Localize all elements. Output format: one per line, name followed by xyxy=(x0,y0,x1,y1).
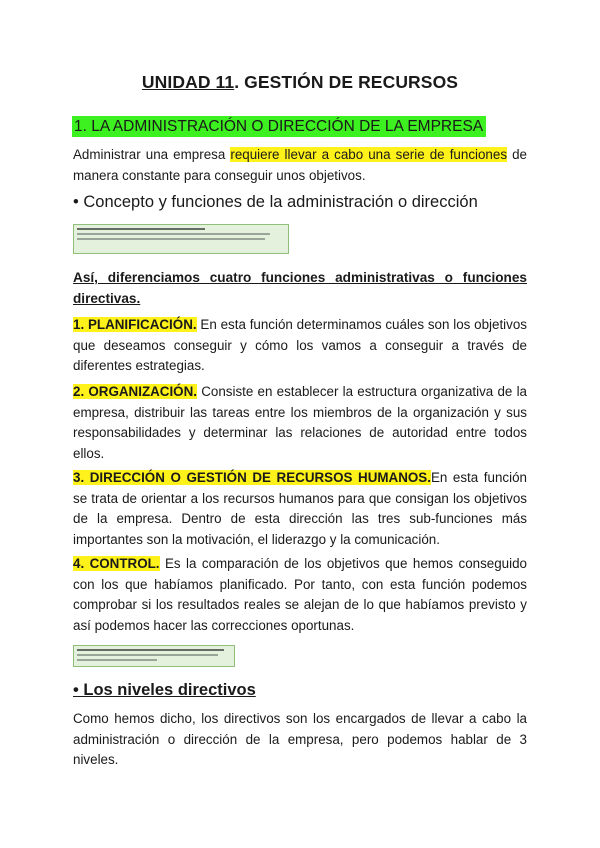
function-label: 4. CONTROL. xyxy=(73,556,160,571)
function-direccion xyxy=(73,468,527,550)
function-label: 2. ORGANIZACIÓN. xyxy=(73,384,197,399)
intro-text-before: Administrar una empresa xyxy=(73,147,231,162)
definition-box-image xyxy=(73,224,289,254)
function-label: 3. DIRECCIÓN O GESTIÓN DE RECURSOS HUMANOS. xyxy=(73,470,431,485)
function-planificacion xyxy=(73,315,527,377)
function-text: En esta función se trata de orientar a los recursos humanos para que consigan los objetivos de la empresa. Dentro de esta dirección las tres sub-funciones más importantes son la motivación, el liderazgo y la comunicación. xyxy=(73,470,527,547)
functions-subheading: Así, diferenciamos cuatro funciones administrativas o funciones directivas. xyxy=(73,270,527,306)
closing-paragraph: Como hemos dicho, los directivos son los encargados de llevar a cabo la administración o dirección de la empresa, pero podemos hablar de 3 niveles. xyxy=(73,711,527,767)
function-organizacion xyxy=(73,382,527,464)
intro-text-after: de manera constante para conseguir unos objetivos. xyxy=(73,147,527,183)
bullet-concepto: • Concepto y funciones de la administración o dirección xyxy=(73,193,478,211)
title-unit: UNIDAD 11 xyxy=(141,72,235,92)
function-control xyxy=(73,554,527,636)
control-box-image xyxy=(73,645,235,667)
function-text: Es la comparación de los objetivos que hemos conseguido con los que habíamos planificado. Por tanto, con esta función podemos comprobar si los resultados reales se alejan de lo que habíamos previsto y así podemos hacer las correcciones oportunas. xyxy=(73,556,528,633)
intro-paragraph xyxy=(73,145,527,186)
bullet-niveles: • Los niveles directivos xyxy=(73,681,256,699)
page-title xyxy=(0,72,600,93)
function-text: Consiste en establecer la estructura organizativa de la empresa, distribuir las tareas entre los miembros de la organización y sus responsabilidades y determinar las relaciones de autoridad entre todos ellos. xyxy=(73,384,527,461)
title-rest: . GESTIÓN DE RECURSOS xyxy=(234,72,459,92)
function-label: 1. PLANIFICACIÓN. xyxy=(73,317,197,332)
function-text: En esta función determinamos cuáles son los objetivos que deseamos conseguir y cómo los vamos a conseguir a través de diferentes estrategias. xyxy=(73,317,527,373)
section-heading: 1. LA ADMINISTRACIÓN O DIRECCIÓN DE LA EMPRESA xyxy=(72,116,486,137)
intro-highlight: requiere llevar a cabo una serie de funciones xyxy=(230,147,508,162)
